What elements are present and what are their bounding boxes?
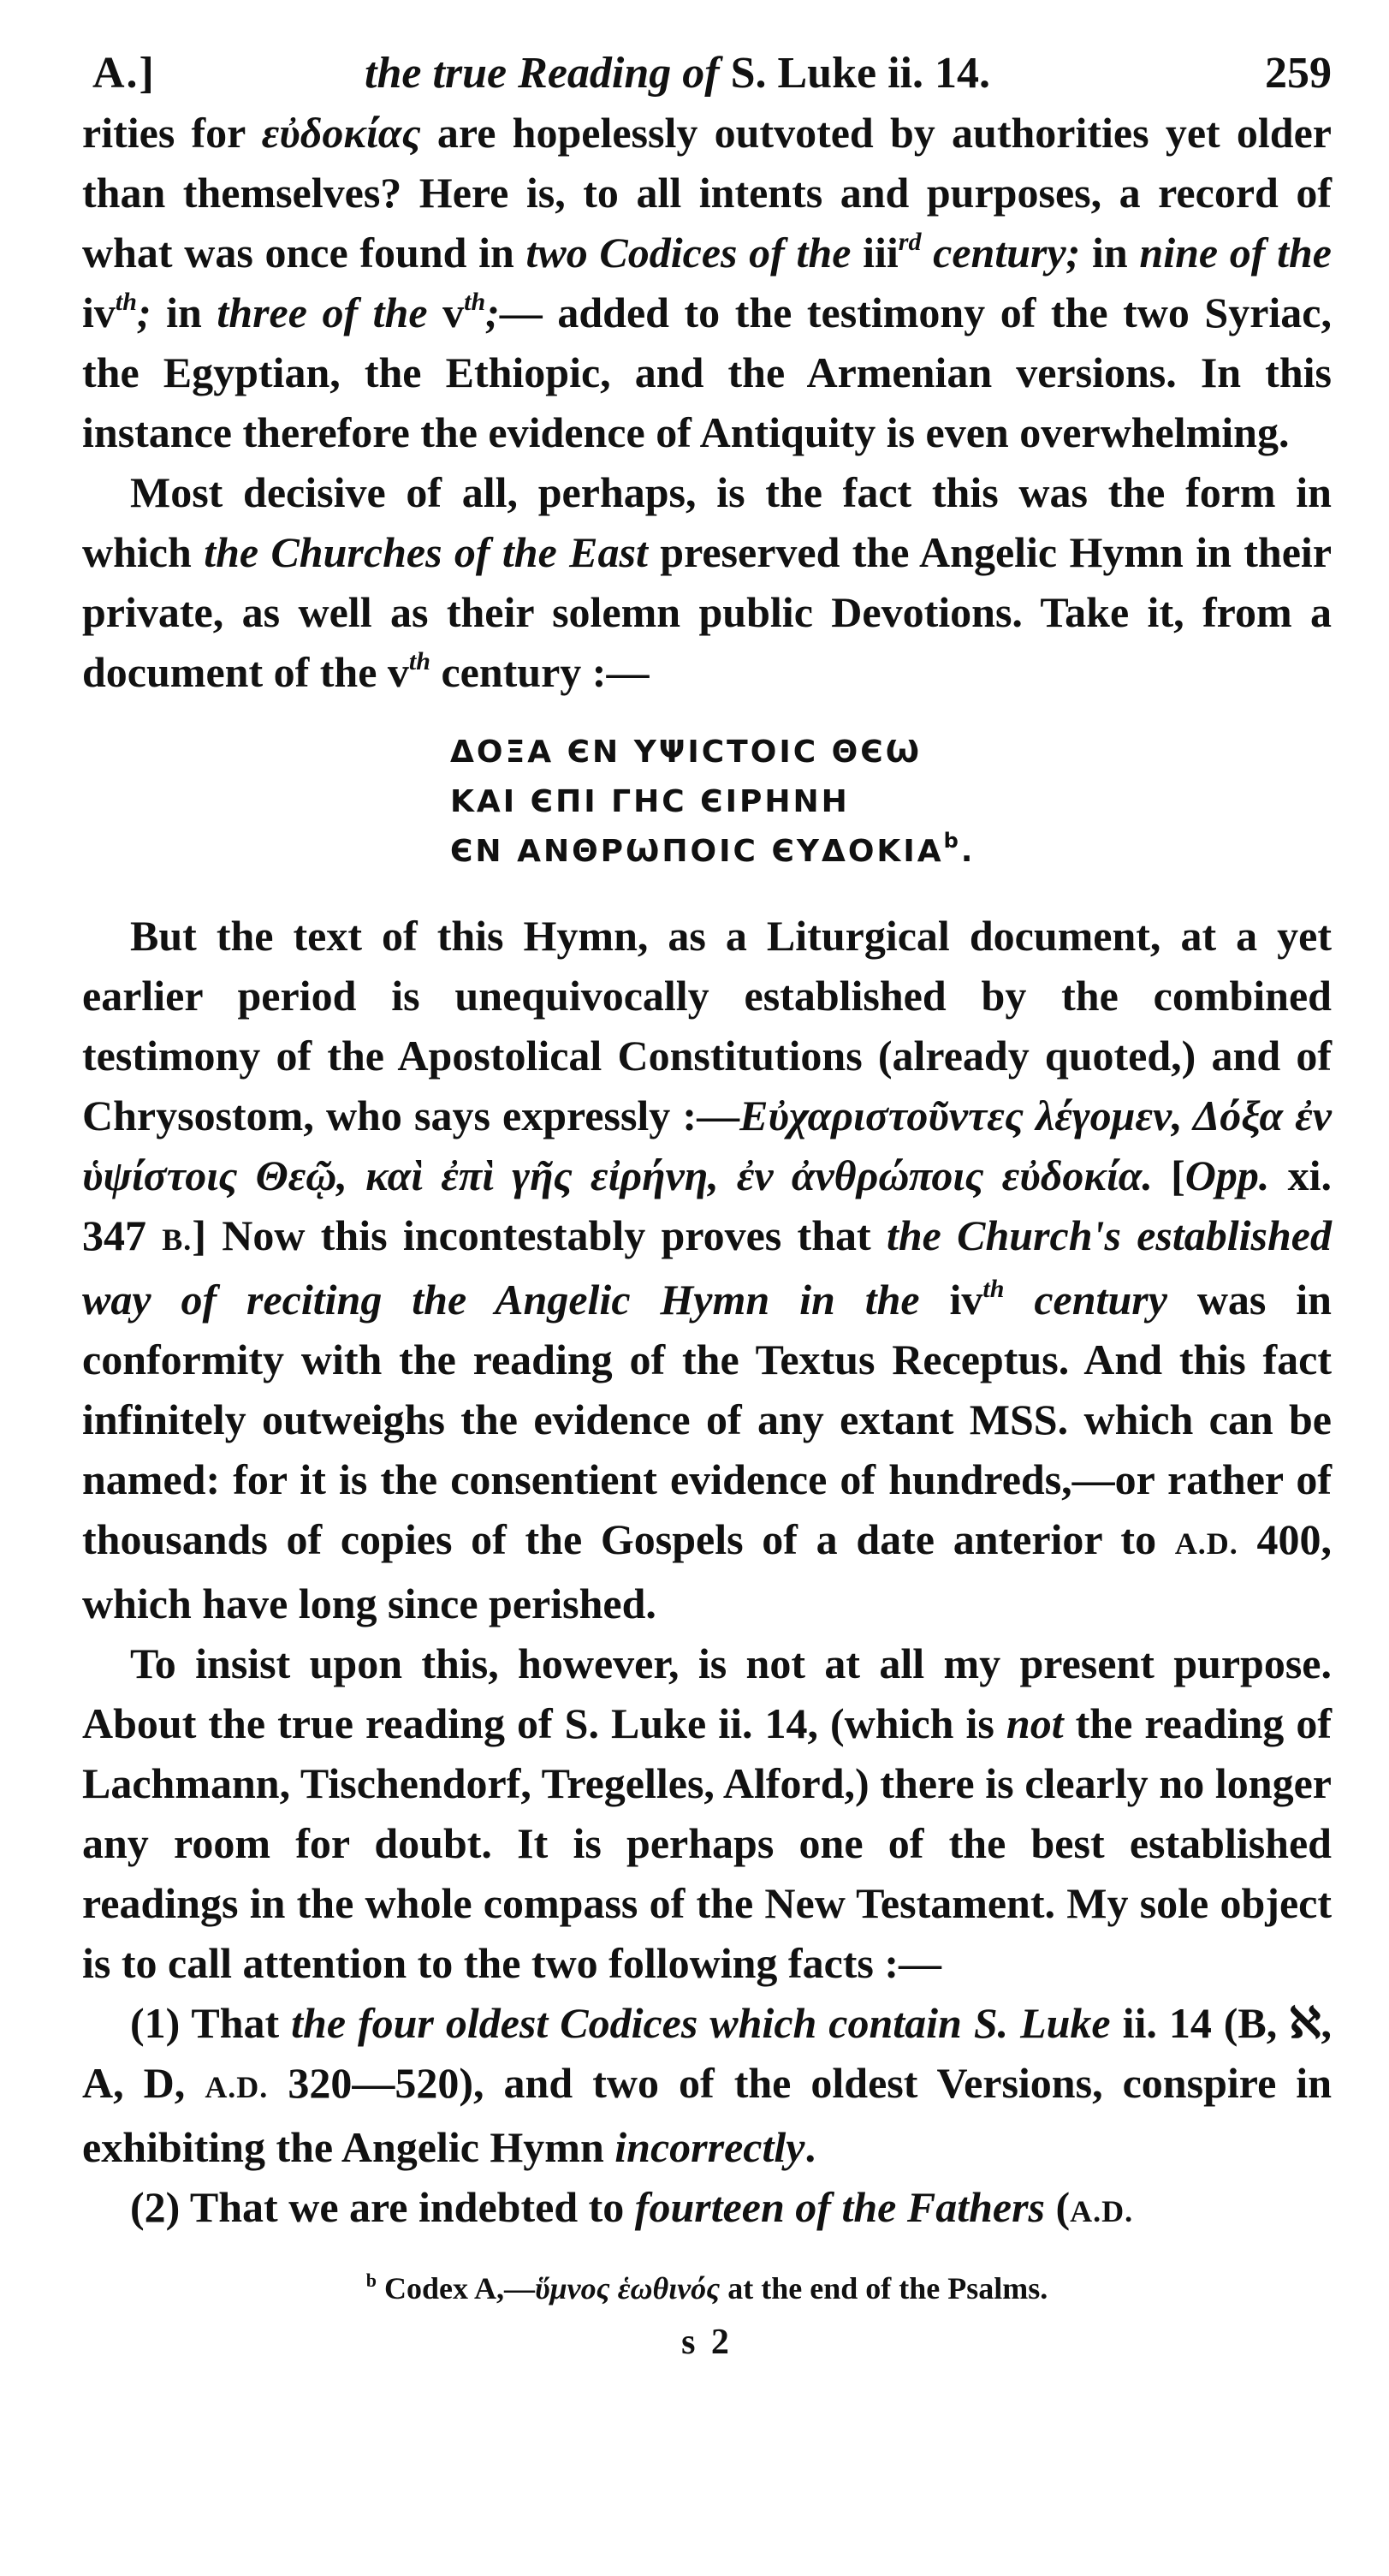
- paragraph-1: rities for εὐδοκίας are hopelessly outvoted by authorities yet older than themselves? Here is, to all intents and purposes, a record of what was once found in two Codices of the iii$^{rd}$ century; in nine of the $iv^{th}$; in three of the $v^{th};—$ added to the testimony of the two Syriac, the Egyptian, the Ethiopic, and the Armenian versions. In this instance therefore the evidence of Antiquity is even overwhelming.: [82, 109, 1332, 456]
- running-title: [365, 48, 990, 98]
- section-mark: A.]: [92, 49, 156, 98]
- body-text: [82, 103, 1332, 2241]
- greek-word: εὐδοκίας: [261, 109, 421, 157]
- running-head: [82, 48, 1332, 103]
- paragraph-4: To insist upon this, however, is not at all my present purpose. About the true reading of S. Luke ii. 14, (which is not the reading of Lachmann, Tischendorf, Tregelles, Alford,) there is clearly no longer any room for doubt. It is perhaps one of the best established readings in the whole compass of the New Testament. My sole object is to call attention to the two following facts :—: [82, 1639, 1332, 1987]
- greek-quotation: Εὐχαριστοῦντες λέγομεν, Δόξα ἐν ὑψίστοις Θεῷ, καὶ ἐπὶ γῆς εἰρήνη, ἐν ἀνθρώποις εὐδοκία.: [82, 1092, 1332, 1199]
- paragraph-5: (1) That the four oldest Codices which contain S. Luke ii. 14 (B, ℵ, A, D, A.D. 320—520), and two of the oldest Versions, conspire in exhibiting the Angelic Hymn incorrectly.: [82, 1999, 1332, 2171]
- paragraph-3: But the text of this Hymn, as a Liturgical document, at a yet earlier period is unequivocally established by the combined testimony of the Apostolical Constitutions (already quoted,) and of Chrysostom, who says expressly :—Εὐχαριστοῦντες λέγομεν, Δόξα ἐν ὑψίστοις Θεῷ, καὶ ἐπὶ γῆς εἰρήνη, ἐν ἀνθρώποις εὐδοκία. [Opp. xi. 347 B.] Now this incontestably proves that the Church's established way of reciting the Angelic Hymn in the $iv^{th}$ century was in conformity with the reading of the Textus Receptus. And this fact infinitely outweighs the evidence of any extant MSS. which can be named: for it is the consentient evidence of hundreds,—or rather of thousands of copies of the Gospels of a date anterior to A.D. 400, which have long since perished.: [82, 912, 1333, 1627]
- signature-mark: s 2: [681, 2323, 733, 2362]
- uncial-line-1: ΔΟΞΑ ЄΝ ΥΨΙϹΤΟΙϹ ΘЄѠ: [450, 735, 923, 770]
- paragraph-2: Most decisive of all, perhaps, is the fact this was the form in which the Churches of the East preserved the Angelic Hymn in their private, as well as their solemn public Devotions. Take it, from a document of the $v^{th}$ century :—: [82, 468, 1333, 696]
- uncial-line-2: ΚΑΙ ЄΠΙ ΓΗϹ ЄΙΡΗΝΗ: [450, 784, 850, 819]
- footnote-reference[interactable]: b: [943, 829, 961, 853]
- running-title-italic: the true Reading of: [365, 49, 720, 98]
- running-title-rest: S. Luke ii. 14.: [719, 49, 990, 98]
- paragraph-6: (2) That we are indebted to fourteen of the Fathers (A.D.: [130, 2183, 1134, 2231]
- book-page: [82, 48, 1332, 2363]
- footnote: $^b$ Codex A,—ὕμνος ἑωθινός at the end of the Psalms.: [365, 2270, 1048, 2305]
- page-number: 259: [1265, 49, 1332, 98]
- uncial-line-3: ЄΝ ΑΝΘΡѠΠΟΙϹ ЄΥΔΟΚΙΑ$^b$.: [450, 829, 976, 869]
- footnote-mark: b: [365, 2270, 377, 2291]
- uncial-quotation: [450, 728, 1332, 877]
